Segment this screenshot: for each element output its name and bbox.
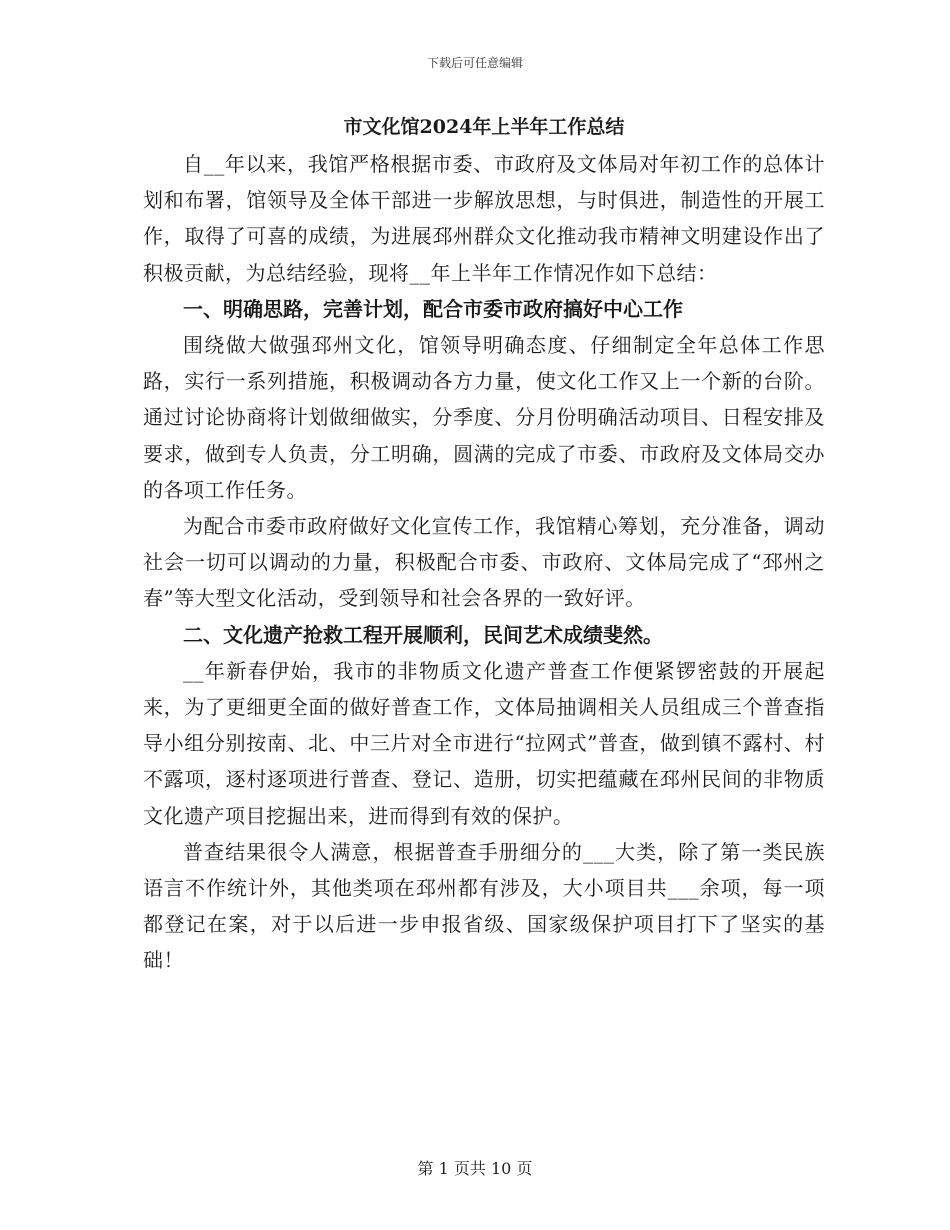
paragraph-section-1-a: 围绕做大做强邳州文化，馆领导明确态度、仔细制定全年总体工作思路，实行一系列措施，积极调动各方力量，使文化工作又上一个新的台阶。通过讨论协商将计划做细做实，分季度、分月份明确活动项目、日程安排及要求，做到专人负责，分工明确，圆满的完成了市委、市政府及文体局交办的各项工作任务。 [143,333,825,502]
paragraph-intro: 自__年以来，我馆严格根据市委、市政府及文体局对年初工作的总体计划和布署，馆领导及全体干部进一步解放思想，与时俱进，制造性的开展工作，取得了可喜的成绩，为进展邳州群众文化推动我市精神文明建设作出了积极贡献，为总结经验，现将__年上半年工作情况作如下总结： [143,152,825,285]
paragraph-section-1-b: 为配合市委市政府做好文化宣传工作，我馆精心筹划，充分准备，调动社会一切可以调动的力量，积极配合市委、市政府、文体局完成了“邳州之春”等大型文化活动，受到领导和社会各界的一致好评。 [143,514,825,611]
document-body [143,112,825,979]
document-title: 市文化馆2024年上半年工作总结 [343,116,625,138]
section-heading-2: 二、文化遗产抢救工程开展顺利，民间艺术成绩斐然。 [183,622,663,647]
page-footer: 第 1 页共 10 页 [417,1159,533,1178]
paragraph-section-2-a: __年新春伊始，我市的非物质文化遗产普查工作便紧锣密鼓的开展起来，为了更细更全面的做好普查工作，文体局抽调相关人员组成三个普查指导小组分别按南、北、中三片对全市进行“拉网式”普查，做到镇不露村、村不露项，逐村逐项进行普查、登记、造册，切实把蕴藏在邳州民间的非物质文化遗产项目挖掘出来，进而得到有效的保护。 [143,658,825,828]
paragraph-section-2-b: 普查结果很令人满意，根据普查手册细分的___大类，除了第一类民族语言不作统计外，其他类项在邳州都有涉及，大小项目共___余项，每一项都登记在案，对于以后进一步申报省级、国家级保护项目打下了坚实的基础！ [143,839,825,973]
section-heading-1: 一、明确思路，完善计划，配合市委市政府搞好中心工作 [183,296,683,321]
page-header-note: 下载后可任意编辑 [426,56,523,70]
